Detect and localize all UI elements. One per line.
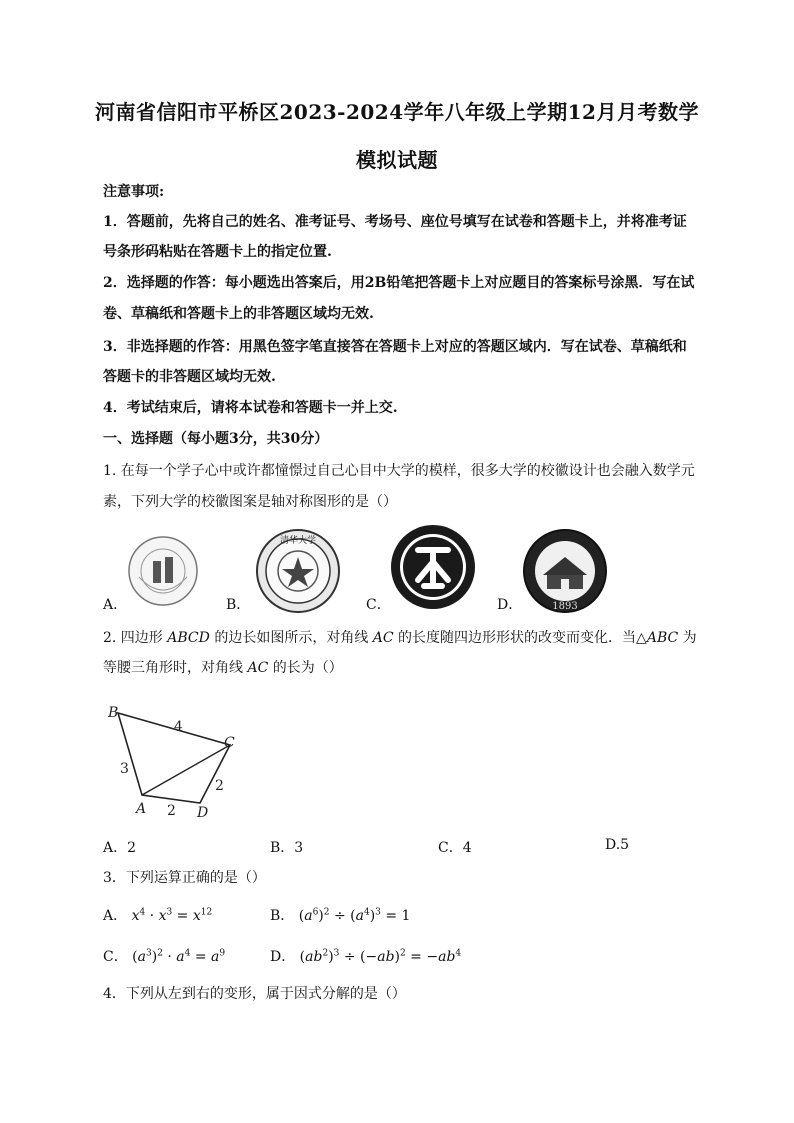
peking-university-emblem bbox=[388, 522, 478, 612]
exam-title-line1: 河南省信阳市平桥区2023-2024学年八年级上学期12月月考数学 bbox=[95, 100, 699, 124]
q2-option-b: B．3 bbox=[270, 840, 304, 856]
q2-text-2b: 的长为（） bbox=[268, 660, 343, 676]
vertex-d-label: D bbox=[197, 805, 209, 821]
section1-heading: 一、选择题（每小题3分，共30分） bbox=[103, 431, 329, 447]
q3-stem: 3．下列运算正确的是（） bbox=[103, 870, 266, 886]
notice-item-3b: 答题卡的非答题区域均无效. bbox=[103, 369, 276, 385]
q2-option-c: C．4 bbox=[438, 840, 472, 856]
q2-text-2a: 等腰三角形时，对角线 bbox=[103, 660, 248, 676]
tsinghua-emblem-text: 清华大学 bbox=[279, 536, 317, 546]
q3-option-b: B． $(a^6)^2 \div (a^4)^3 = 1$ bbox=[270, 907, 411, 924]
quadrilateral-figure bbox=[100, 695, 250, 825]
exam-title-line2: 模拟试题 bbox=[356, 148, 438, 172]
notice-item-2b: 卷、草稿纸和答题卡上的非答题区域均无效. bbox=[103, 306, 374, 322]
vertex-c-label: C bbox=[224, 735, 235, 751]
vertex-a-label: A bbox=[136, 801, 147, 817]
side-ab-length: 3 bbox=[120, 761, 129, 777]
q2-stem-line1 bbox=[103, 628, 703, 648]
q2-text-1a: 2. 四边形 bbox=[103, 630, 168, 646]
q2-math-abc: ABC bbox=[646, 630, 679, 646]
wuhan-emblem-year: 1893 bbox=[552, 601, 578, 612]
notice-item-4: 4．考试结束后，请将本试卷和答题卡一并上交. bbox=[103, 400, 398, 416]
q2-option-a: A．2 bbox=[103, 840, 137, 856]
q2-text-1c: 的长度随四边形形状的改变而变化．当△ bbox=[393, 630, 647, 646]
ningbo-university-emblem bbox=[125, 533, 201, 609]
notice-item-1b: 号条形码粘贴在答题卡上的指定位置. bbox=[103, 244, 332, 260]
q1-stem-line1: 1. 在每一个学子心中或许都憧憬过自己心目中大学的模样，很多大学的校徽设计也会融入数学元 bbox=[103, 463, 695, 479]
q2-math-abcd: ABCD bbox=[167, 630, 210, 646]
tsinghua-university-emblem bbox=[254, 527, 342, 615]
q1-option-a: A． bbox=[103, 597, 128, 613]
side-cd-length: 2 bbox=[215, 778, 224, 794]
q2-option-d: D.5 bbox=[605, 837, 630, 853]
notice-item-2a: 2．选择题的作答：每小题选出答案后，用2B铅笔把答题卡上对应题目的答案标号涂黑．写在试 bbox=[103, 275, 695, 291]
q2-text-1b: 的边长如图所示，对角线 bbox=[209, 630, 373, 646]
q2-math-ac: AC bbox=[372, 630, 394, 646]
q1-option-c: C． bbox=[366, 597, 391, 613]
q3-option-a: A． $x^4 \cdot x^3 = x^{12}$ bbox=[103, 907, 213, 924]
notice-heading: 注意事项: bbox=[103, 184, 165, 200]
q2-stem-line2 bbox=[103, 658, 703, 678]
wuhan-university-emblem bbox=[521, 527, 609, 615]
notice-item-3a: 3．非选择题的作答：用黑色签字笔直接答在答题卡上对应的答题区域内．写在试卷、草稿纸和 bbox=[103, 339, 687, 355]
notice-item-1a: 1．答题前，先将自己的姓名、准考证号、考场号、座位号填写在试卷和答题卡上，并将准考证 bbox=[103, 214, 687, 230]
q3-option-d: D． $(ab^2)^3 \div (-ab)^2 = -ab^4$ bbox=[270, 948, 462, 965]
q1-stem-line2: 素，下列大学的校徽图案是轴对称图形的是（） bbox=[103, 494, 397, 510]
q1-option-b: B． bbox=[226, 597, 251, 613]
side-bc-length: 4 bbox=[174, 719, 183, 735]
side-ad-length: 2 bbox=[167, 803, 176, 819]
q3-option-c: C． $(a^3)^2 \cdot a^4 = a^9$ bbox=[103, 948, 226, 965]
q2-math-ac-2: AC bbox=[247, 660, 269, 676]
vertex-b-label: B bbox=[108, 705, 119, 721]
q1-option-d: D． bbox=[497, 597, 523, 613]
q4-stem: 4．下列从左到右的变形，属于因式分解的是（） bbox=[103, 986, 406, 1002]
q2-text-1d: 为 bbox=[678, 630, 697, 646]
